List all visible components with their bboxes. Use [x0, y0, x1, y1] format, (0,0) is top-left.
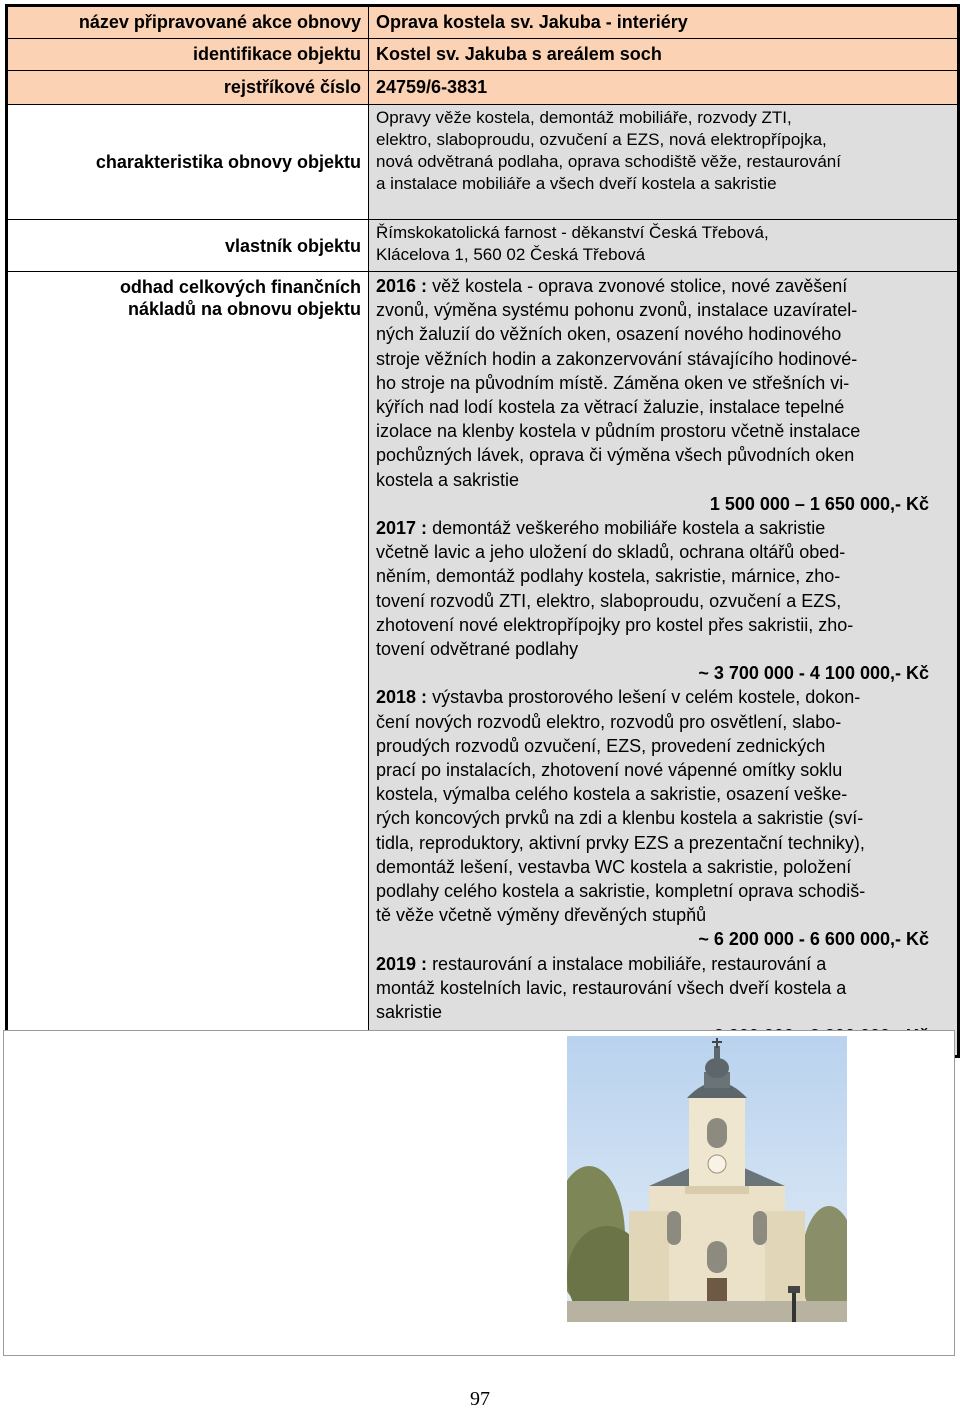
cost-amount: 1 500 000 – 1 650 000,- Kč [709, 493, 929, 514]
object-id-row [7, 39, 959, 71]
church-photo [567, 1036, 847, 1322]
text-line: zvonů, výměna systému pohonu zvonů, instalace uzavíratel- [376, 300, 858, 321]
action-name-label: název připravované akce obnovy [7, 6, 369, 39]
year-label: 2017 : [376, 518, 428, 539]
text-line: včetně lavic a jeho uložení do skladů, ochrana oltářů obed- [376, 542, 846, 563]
costs-row [7, 272, 959, 1057]
object-id-value: Kostel sv. Jakuba s areálem soch [369, 39, 959, 71]
text-line: něním, demontáž podlahy kostela, sakristie, márnice, zho- [376, 566, 841, 587]
year-label: 2018 : [376, 687, 428, 708]
object-id-label: identifikace objektu [7, 39, 369, 71]
text-line: nová odvětraná podlaha, oprava schodiště věže, restaurování [376, 152, 841, 171]
costs-text [369, 272, 959, 1057]
text-line: tovení odvětrané podlahy [376, 639, 579, 660]
costs-label-line: odhad celkových finančních [119, 277, 361, 297]
text-line: Klácelova 1, 560 02 Česká Třebová [376, 245, 646, 264]
text-line: podlahy celého kostela a sakristie, kompletní oprava schodiš- [376, 881, 866, 902]
text-line: ných žaluzií do věžních oken, osazení nového hodinového [376, 324, 842, 345]
project-table [5, 4, 960, 1058]
registry-number-row [7, 71, 959, 105]
text-line: restaurování a instalace mobiliáře, restaurování a [432, 953, 827, 974]
page-number: 97 [470, 1388, 490, 1410]
project-sheet [5, 4, 957, 1058]
text-line: čení nových rozvodů elektro, rozvodů pro osvětlení, slabo- [376, 711, 842, 732]
text-line: výstavba prostorového lešení v celém kostele, dokon- [432, 687, 861, 708]
text-line: věž kostela - oprava zvonové stolice, nové zavěšení [432, 276, 848, 296]
text-line: demontáž veškerého mobiliáře kostela a sakristie [432, 518, 826, 539]
text-line: demontáž lešení, vestavba WC kostela a sakristie, položení [376, 856, 852, 877]
text-line: a instalace mobiliáře a všech dveří kostela a sakristie [376, 174, 777, 193]
text-line: kostela, výmalba celého kostela a sakristie, osazení veške- [376, 784, 848, 805]
text-line: tidla, reproduktory, aktivní prvky EZS a prezentační techniky), [376, 832, 865, 853]
registry-number-value: 24759/6-3831 [369, 71, 959, 105]
text-line: zhotovení nové elektropřípojky pro kostel přes sakristii, zho- [376, 614, 854, 635]
text-line: tě věže včetně výměny dřevěných stupňů [376, 905, 707, 926]
text-line: tovení rozvodů ZTI, elektro, slaboproudu, ozvučení a EZS, [376, 590, 842, 611]
text-line: proudých rozvodů ozvučení, EZS, provedení zednických [376, 735, 826, 756]
registry-number-label: rejstříkové číslo [7, 71, 369, 105]
text-line: kostela a sakristie [376, 469, 520, 490]
action-name-value: Oprava kostela sv. Jakuba - interiéry [369, 6, 959, 39]
owner-text [369, 220, 959, 272]
owner-label: vlastník objektu [7, 220, 369, 272]
text-line: elektro, slaboproudu, ozvučení a EZS, nová elektropřípojka, [376, 130, 827, 149]
cost-year-2019 [376, 952, 953, 976]
text-line: ho stroje na původním místě. Záměna oken ve střešních vi- [376, 372, 850, 393]
characteristics-label: charakteristika obnovy objektu [7, 105, 369, 220]
text-line: stroje věžních hodin a zakonzervování stávajícího hodinové- [376, 348, 858, 369]
text-line: Opravy věže kostela, demontáž mobiliáře, rozvody ZTI, [376, 108, 792, 127]
cost-year-2016 [376, 274, 953, 298]
cost-amount: ~ 6 200 000 - 6 600 000,- Kč [698, 929, 929, 950]
characteristics-text [369, 105, 959, 220]
owner-row [7, 220, 959, 272]
costs-label [7, 272, 369, 1057]
text-line: sakristie [376, 1002, 443, 1023]
text-line: pochůzných lávek, oprava či výměna všech původních oken [376, 445, 855, 466]
text-line: Římskokatolická farnost - děkanství Česká Třebová, [376, 223, 769, 242]
action-name-row [7, 6, 959, 39]
characteristics-row [7, 105, 959, 220]
year-label: 2016 : [376, 276, 428, 296]
cost-amount: ~ 3 700 000 - 4 100 000,- Kč [698, 663, 929, 684]
year-label: 2019 : [376, 953, 428, 974]
cost-year-2018 [376, 685, 953, 709]
costs-label-line: nákladů na obnovu objektu [127, 299, 361, 319]
cost-year-2017 [376, 516, 953, 540]
text-line: prací po instalacích, zhotovení nové vápenné omítky soklu [376, 760, 843, 781]
text-line: montáž kostelních lavic, restaurování všech dveří kostela a [376, 977, 847, 998]
text-line: rých koncových prvků na zdi a klenbu kostela a sakristie (sví- [376, 808, 864, 829]
text-line: izolace na klenby kostela v půdním prostoru včetně instalace [376, 421, 861, 442]
text-line: kýřích nad lodí kostela za větrací žaluzie, instalace tepelné [376, 397, 845, 418]
